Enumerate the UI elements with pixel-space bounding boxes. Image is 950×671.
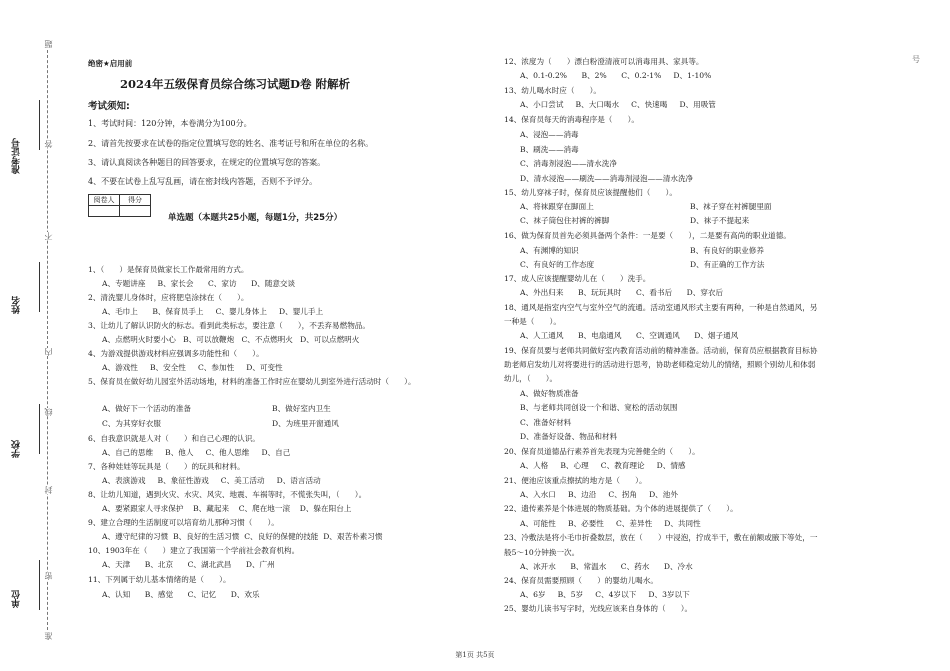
option[interactable]: B、安全性 — [149, 363, 186, 372]
option[interactable]: C、快速喝 — [631, 100, 668, 109]
notice-item: 3、请认真阅读各种题目的回答要求，在规定的位置填写您的答案。 — [88, 158, 326, 167]
option[interactable]: C、爬在地一滚 — [238, 504, 291, 513]
option[interactable]: C、消毒剂浸泡——清水洗净 — [520, 159, 617, 168]
option[interactable]: C、空调通风 — [635, 331, 680, 340]
option[interactable]: A、0.1-0.2% — [520, 71, 568, 80]
question-options — [102, 335, 359, 345]
option[interactable]: D、准备好设备、物品和材料 — [520, 432, 618, 441]
question-options — [102, 560, 275, 570]
option[interactable]: A、小口尝试 — [520, 100, 564, 109]
question-options — [520, 216, 860, 226]
question-options — [520, 562, 693, 572]
option[interactable]: C、4岁以下 — [595, 590, 637, 599]
option[interactable]: A、外出归来 — [520, 288, 564, 297]
option[interactable]: D、艰苦朴素习惯 — [323, 532, 383, 541]
question-stem: 4、为游戏提供游戏材料应强调多功能性和（ ）。 — [88, 349, 264, 358]
option[interactable]: D、自己 — [261, 448, 291, 457]
page-title: 2024年五级保育员综合练习试题D卷 附解析 — [120, 77, 350, 91]
option[interactable]: C、0.2-1% — [621, 71, 662, 80]
option[interactable]: D、婴儿手上 — [279, 307, 324, 316]
option[interactable]: B、良好的生活习惯 — [173, 532, 240, 541]
question-stem: 24、保育员需要照顾（ ）的婴幼儿喝水。 — [504, 576, 658, 585]
seal-word: 线 — [44, 408, 53, 416]
question-stem: 14、保育员每天的消毒程序是（ ）。 — [504, 115, 639, 124]
option[interactable]: B、电扇通风 — [577, 331, 622, 340]
seal-word: 封 — [44, 486, 53, 494]
seal-word: 内 — [44, 348, 53, 356]
notice-item: 1、考试时间：120分钟，本卷满分为100分。 — [88, 119, 252, 128]
question-options — [520, 260, 860, 270]
margin-label-exam-number: 准考证号 — [12, 138, 22, 174]
question-options — [520, 202, 860, 212]
question-stem: 18、通风是指室内空气与室外空气的流通。活动室通风形式主要有两种，一种是自然通风，另 — [504, 303, 818, 312]
notice-item: 2、请首先按要求在试卷的指定位置填写您的姓名、准考证号和所在单位的名称。 — [88, 139, 374, 148]
notice-heading: 考试须知: — [88, 101, 130, 112]
question-options — [520, 71, 711, 81]
option[interactable]: B、感觉 — [144, 590, 174, 599]
option[interactable]: B、做好室内卫生 — [272, 404, 331, 413]
option[interactable]: C、婴儿身体上 — [215, 307, 267, 316]
question-stem: 9、建立合理的生活制度可以培育幼儿那种习惯（ ）。 — [88, 518, 279, 527]
option[interactable]: D、可以点燃明火 — [300, 335, 360, 344]
option[interactable]: B、边沿 — [567, 490, 597, 499]
option[interactable]: B、与老师共同创设一个和谐、宽松的活动氛围 — [520, 403, 678, 412]
option[interactable]: C、拐角 — [608, 490, 637, 499]
option[interactable]: B、家长会 — [157, 279, 194, 288]
option[interactable]: B、保育员手上 — [152, 307, 204, 316]
option[interactable]: A、浸泡——消毒 — [520, 130, 579, 139]
fill-line — [39, 560, 40, 610]
option[interactable]: B、北京 — [144, 560, 174, 569]
question-stem: 5、保育员在做好幼儿园室外活动场地，材料的准备工作时应在婴幼儿到室外进行活动时（ ）。 — [88, 377, 416, 386]
option[interactable]: C、家访 — [207, 279, 237, 288]
score-box-cell[interactable] — [120, 206, 151, 217]
question-stem-cont: 幼儿，（ ）。 — [504, 374, 558, 383]
question-stem: 20、保育员道德品行素养首先表现为完善健全的（ ）。 — [504, 447, 700, 456]
question-stem-cont: 般5～10分钟换一次。 — [504, 548, 580, 557]
option[interactable]: B、大口喝水 — [575, 100, 620, 109]
question-stem: 12、浓度为（ ）漂白粉澄清液可以消毒用具、家具等。 — [504, 57, 704, 66]
seal-word: 题 — [44, 40, 53, 48]
question-options — [102, 363, 283, 373]
option[interactable]: A、冰开水 — [520, 562, 556, 571]
option[interactable]: A、做好物质准备 — [520, 389, 579, 398]
margin-label-unit: 单位 — [12, 590, 22, 608]
option[interactable]: C、良好的保健的技能 — [244, 532, 319, 541]
option[interactable]: A、做好下一个活动的准备 — [102, 404, 192, 413]
question-options — [102, 590, 260, 600]
option[interactable]: A、点燃明火时要小心 — [102, 335, 176, 344]
seal-line — [47, 40, 48, 640]
question-stem: 21、便池应该重点擦拭的地方是（ ）。 — [504, 476, 647, 485]
question-options — [520, 100, 716, 110]
question-options — [520, 490, 678, 500]
option[interactable]: A、人格 — [520, 461, 549, 470]
question-stem: 19、保育员要与老师共同做好室内教育活动前的精神准备。活动前，保育员应根据教育目标协 — [504, 346, 818, 355]
fill-line — [39, 100, 40, 150]
score-box — [88, 194, 151, 217]
option[interactable]: C、美工活动 — [220, 476, 265, 485]
question-stem-cont: 一种是（ ）。 — [504, 317, 561, 326]
score-box-cell[interactable] — [89, 206, 120, 217]
option[interactable]: D、欢乐 — [230, 590, 260, 599]
question-stem: 23、冷敷法是将小毛巾折叠数层，放在（ ）中浸泡，拧成半干，敷在前额或腋下等处，一 — [504, 533, 818, 542]
option[interactable]: B、常温水 — [570, 562, 607, 571]
option[interactable]: A、遵守纪律的习惯 — [102, 532, 169, 541]
option[interactable]: A、可能性 — [520, 519, 556, 528]
fill-line — [39, 404, 40, 454]
option[interactable]: D、共同性 — [664, 519, 701, 528]
option[interactable]: C、准备好材料 — [520, 418, 572, 427]
option[interactable]: A、6岁 — [520, 590, 546, 599]
score-box-grader: 阅卷人 — [89, 195, 120, 206]
option[interactable]: D、烟子通风 — [694, 331, 739, 340]
binding-margin — [0, 0, 62, 671]
option[interactable]: B、可以放鞭炮 — [183, 335, 235, 344]
option[interactable]: A、人工通风 — [520, 331, 564, 340]
option[interactable]: A、入水口 — [520, 490, 556, 499]
option[interactable]: B、刷洗——消毒 — [520, 145, 579, 154]
option[interactable]: C、有良好的工作态度 — [520, 260, 595, 269]
question-stem: 15、幼儿穿袜子时，保育员应该提醒他们（ ）。 — [504, 188, 677, 197]
option[interactable]: D、池外 — [649, 490, 678, 499]
question-stem: 7、各种娃娃等玩具是（ ）的玩具和材料。 — [88, 462, 245, 471]
option[interactable]: A、专题讲座 — [102, 279, 146, 288]
option[interactable]: D、可变性 — [246, 363, 283, 372]
option[interactable]: B、2% — [581, 71, 607, 80]
option[interactable]: C、袜子筒包住衬裤的裤脚 — [520, 216, 610, 225]
option[interactable]: A、天津 — [102, 560, 131, 569]
option[interactable]: B、象征性游戏 — [157, 476, 209, 485]
option[interactable]: D、清水浸泡——刷洗——消毒剂浸泡——清水洗净 — [520, 174, 694, 183]
question-stem: 1、（ ）是保育员做家长工作最常用的方式。 — [88, 265, 249, 274]
option[interactable]: D、为班里开窗通风 — [272, 419, 339, 428]
option[interactable]: B、袜子穿在衬裤腿里面 — [690, 202, 772, 211]
margin-label-school: 学校 — [12, 440, 22, 458]
option[interactable]: C、不点燃明火 — [241, 335, 293, 344]
question-options — [520, 288, 723, 298]
question-options — [102, 419, 442, 429]
option[interactable]: A、要紧跟家人寻求保护 — [102, 504, 184, 513]
option[interactable]: D、穿衣后 — [686, 288, 724, 297]
question-stem: 2、清洗婴儿身体时，应将肥皂涂抹在（ ）。 — [88, 293, 249, 302]
question-stem: 13、幼儿喝水时应（ ）。 — [504, 86, 601, 95]
option[interactable]: D、语言活动 — [276, 476, 321, 485]
seal-word: 答 — [44, 140, 53, 148]
option[interactable]: C、参加性 — [197, 363, 235, 372]
option[interactable]: D、随意交谈 — [251, 279, 296, 288]
page-footer: 第1页 共5页 — [455, 651, 495, 659]
seal-word: 准 — [44, 632, 53, 640]
option[interactable]: B、玩玩具时 — [577, 288, 622, 297]
question-options — [102, 504, 351, 514]
option[interactable]: C、记忆 — [187, 590, 217, 599]
option[interactable]: D、1-10% — [673, 71, 712, 80]
question-options — [520, 461, 686, 471]
option[interactable]: A、自己的思维 — [102, 448, 154, 457]
option[interactable]: A、毛巾上 — [102, 307, 138, 316]
option[interactable]: C、为其穿好衣服 — [102, 419, 161, 428]
question-stem: 10、1903年在（ ）建立了我国第一个学前社会教育机构。 — [88, 546, 300, 555]
question-options — [102, 476, 321, 486]
question-options — [102, 404, 442, 414]
option[interactable]: A、游戏性 — [102, 363, 138, 372]
option[interactable]: B、5岁 — [557, 590, 584, 599]
question-options — [520, 519, 701, 529]
question-stem-cont: 助老师启发幼儿对将要进行的活动进行思考，协助老师稳定幼儿的情绪，照顾个别幼儿和体弱 — [504, 360, 816, 369]
option[interactable]: B、心理 — [560, 461, 589, 470]
option[interactable]: B、必要性 — [567, 519, 604, 528]
option[interactable]: D、有正确的工作方法 — [690, 260, 765, 269]
margin-label-name: 姓名 — [12, 296, 22, 314]
option[interactable]: D、用吸管 — [679, 100, 716, 109]
option[interactable]: D、广州 — [245, 560, 275, 569]
option[interactable]: A、表演游戏 — [102, 476, 146, 485]
question-options — [520, 331, 738, 341]
option[interactable]: C、差异性 — [615, 519, 653, 528]
seal-word: 不 — [44, 232, 53, 240]
option[interactable]: B、藏起来 — [193, 504, 230, 513]
secret-mark: 绝密★启用前 — [88, 59, 133, 68]
question-stem: 8、让幼儿知道，遇到火灾、水灾、风灾、地震、车祸等时，不慌张失叫，（ ）。 — [88, 490, 367, 499]
section-title: 单选题（本题共25小题，每题1分，共25分） — [168, 213, 343, 223]
question-stem: 17、成人应该提醒婴幼儿在（ ）洗手。 — [504, 274, 651, 283]
option[interactable]: C、他人思维 — [205, 448, 250, 457]
question-options — [102, 448, 290, 458]
question-stem: 16、做为保育员首先必须具备两个条件：一是要（ ），二是要有高尚的职业道德。 — [504, 231, 791, 240]
question-options — [520, 246, 860, 256]
seal-word: 密 — [44, 572, 53, 580]
option[interactable]: D、躲在阳台上 — [299, 504, 352, 513]
question-options — [102, 532, 382, 542]
question-options — [102, 279, 295, 289]
option[interactable]: A、将袜跟穿在脚面上 — [520, 202, 594, 211]
fill-line — [39, 262, 40, 312]
option[interactable]: D、3岁以下 — [648, 590, 690, 599]
corner-mark: 号 — [912, 55, 920, 64]
option[interactable]: C、教育理论 — [600, 461, 645, 470]
option[interactable]: A、有渊博的知识 — [520, 246, 579, 255]
score-box-score: 得分 — [120, 195, 151, 206]
option[interactable]: C、药水 — [620, 562, 650, 571]
question-stem: 6、自我意识就是人对（ ）和自己心理的认识。 — [88, 434, 260, 443]
question-stem: 25、婴幼儿读书写字时，光线应该来自身体的（ ）。 — [504, 604, 693, 613]
option[interactable]: C、湖北武昌 — [187, 560, 232, 569]
option[interactable]: A、认知 — [102, 590, 131, 599]
question-options — [520, 590, 690, 600]
question-stem: 3、让幼儿了解认识防火的标志。看到此类标志，要注意（ ），不丢弃易燃物品。 — [88, 321, 370, 330]
question-stem: 11、下列属于幼儿基本情绪的是（ ）。 — [88, 575, 231, 584]
option[interactable]: D、袜子不提起来 — [690, 216, 750, 225]
option[interactable]: C、看书后 — [635, 288, 673, 297]
notice-item: 4、不要在试卷上乱写乱画，请在密封线内答题，否则不予评分。 — [88, 177, 318, 186]
question-stem: 22、遗传素养是个体进展的物质基础。为个体的进展提供了（ ）。 — [504, 504, 738, 513]
option[interactable]: B、他人 — [165, 448, 194, 457]
question-options — [102, 307, 323, 317]
option[interactable]: D、冷水 — [663, 562, 693, 571]
option[interactable]: B、有良好的职业修养 — [690, 246, 764, 255]
option[interactable]: D、情感 — [656, 461, 686, 470]
